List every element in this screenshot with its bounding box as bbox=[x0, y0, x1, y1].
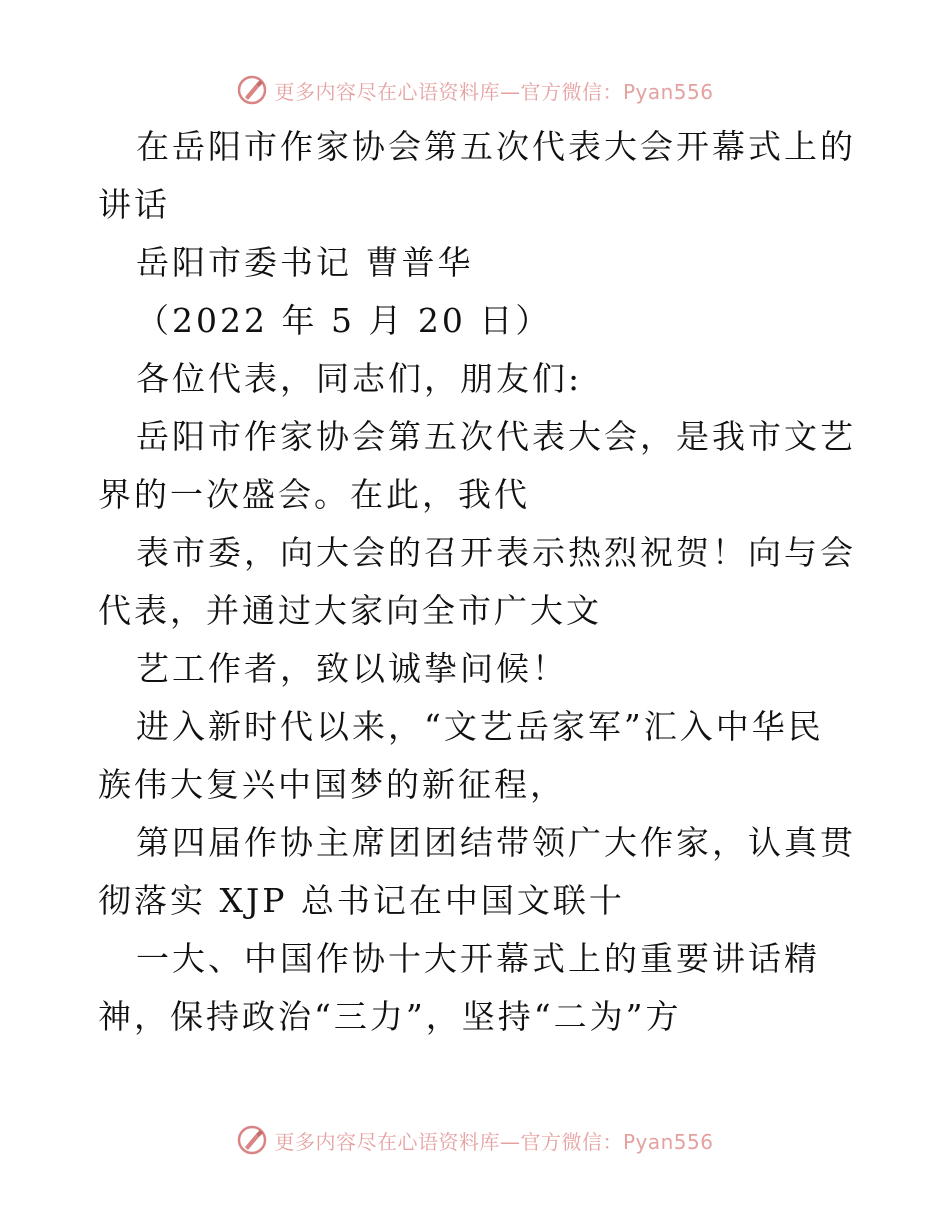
document-body bbox=[98, 118, 858, 1046]
date-line: （2022 年 5 月 20 日） bbox=[136, 301, 552, 340]
paragraph: 艺工作者，致以诚挚问候！ bbox=[136, 649, 568, 688]
speaker-line: 岳阳市委书记 曹普华 bbox=[136, 243, 474, 282]
paragraph: 进入新时代以来，“文艺岳家军”汇入中华民族伟大复兴中国梦的新征程， bbox=[98, 707, 824, 804]
watermark-text: 更多内容尽在心语资料库—官方微信：Pyan556 bbox=[274, 1129, 714, 1154]
pen-logo-icon bbox=[236, 1124, 268, 1156]
document-title: 在岳阳市作家协会第五次代表大会开幕式上的讲话 bbox=[98, 127, 856, 224]
paragraph: 第四届作协主席团团结带领广大作家，认真贯彻落实 XJP 总书记在中国文联十 bbox=[98, 823, 856, 920]
watermark-text: 更多内容尽在心语资料库—官方微信：Pyan556 bbox=[274, 79, 714, 104]
footer-watermark bbox=[0, 1120, 950, 1160]
paragraph: 表市委，向大会的召开表示热烈祝贺！向与会代表，并通过大家向全市广大文 bbox=[98, 533, 856, 630]
paragraph: 岳阳市作家协会第五次代表大会，是我市文艺界的一次盛会。在此，我代 bbox=[98, 417, 856, 514]
salutation: 各位代表，同志们，朋友们: bbox=[136, 359, 583, 398]
header-watermark bbox=[0, 70, 950, 110]
paragraph: 一大、中国作协十大开幕式上的重要讲话精神，保持政治“三力”，坚持“二为”方 bbox=[98, 939, 820, 1036]
pen-logo-icon bbox=[236, 74, 268, 106]
